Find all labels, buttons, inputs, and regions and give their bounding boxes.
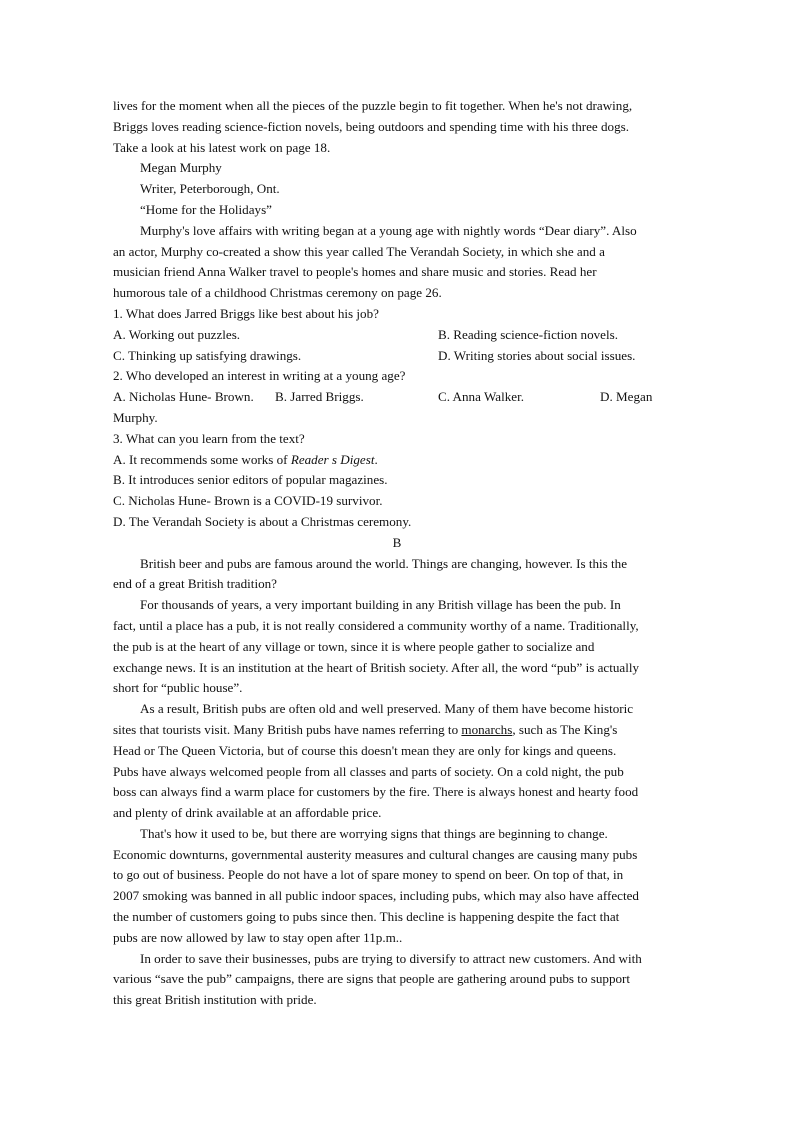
question-3-stem: 3. What can you learn from the text?: [113, 430, 305, 446]
text-line: That's how it used to be, but there are worrying signs that things are beginning to change.: [140, 825, 608, 841]
text-line: humorous tale of a childhood Christmas ceremony on page 26.: [113, 285, 442, 301]
text-line: lives for the moment when all the pieces of the puzzle begin to fit together. When he's not drawing,: [113, 98, 633, 113]
question-1-option-c: C. Thinking up satisfying drawings.: [113, 347, 302, 363]
underlined-word: monarchs: [461, 721, 513, 737]
option-a-end: .: [374, 451, 378, 467]
question-1-option-d: D. Writing stories about social issues.: [438, 347, 636, 363]
text-line: pubs are now allowed by law to stay open after 11p.m..: [113, 929, 403, 945]
document-page: [113, 96, 681, 1011]
bio-name: Megan Murphy: [140, 160, 222, 176]
text-line: Economic downturns, governmental austerity measures and cultural changes are causing many pubs: [113, 846, 638, 862]
question-1-option-b: B. Reading science-fiction novels.: [438, 326, 618, 342]
text-line: various “save the pub” campaigns, there are signs that people are gathering around pubs to support: [113, 971, 631, 987]
text-line: Head or The Queen Victoria, but of course this doesn't mean they are only for kings and queens.: [113, 742, 617, 758]
bio-role: Writer, Peterborough, Ont.: [140, 181, 280, 197]
text-line: Pubs have always welcomed people from all classes and parts of society. On a cold night, the pub: [113, 763, 624, 779]
text-line: For thousands of years, a very important building in any British village has been the pub. In: [140, 597, 621, 613]
question-2-option-d: D. Megan: [600, 389, 653, 405]
text-line: 2007 smoking was banned in all public indoor spaces, including pubs, which may also have affected: [113, 888, 639, 904]
text-line: the number of customers going to pubs since then. This decline is happening despite the fact that: [113, 909, 620, 925]
option-a-text: A. It recommends some works of: [113, 451, 291, 467]
question-3-option-a: [113, 450, 681, 471]
text-line: fact, until a place has a pub, it is not really considered a community worthy of a name. Traditionally,: [113, 617, 639, 633]
question-2-option-d-continued: Murphy.: [113, 409, 158, 425]
text-segment: sites that tourists visit. Many British pubs have names referring to: [113, 721, 462, 737]
question-3-option-b: B. It introduces senior editors of popular magazines.: [113, 472, 388, 488]
text-line: to go out of business. People do not have a lot of spare money to spend on beer. On top of that, in: [113, 867, 624, 883]
text-line: short for “public house”.: [113, 680, 243, 696]
text-line: Briggs loves reading science-fiction novels, being outdoors and spending time with his three dogs.: [113, 118, 630, 134]
text-segment: , such as The King's: [512, 721, 618, 737]
text-line: an actor, Murphy co-created a show this year called The Verandah Society, in which she and a: [113, 243, 605, 259]
question-2-options-row: [113, 387, 681, 408]
text-line: [113, 720, 681, 741]
text-line: Take a look at his latest work on page 18.: [113, 139, 331, 155]
question-1-options-row-1: [113, 325, 681, 346]
text-line: In order to save their businesses, pubs are trying to diversify to attract new customers. And with: [140, 950, 642, 966]
text-line: exchange news. It is an institution at the heart of British society. After all, the word “pub” is actually: [113, 659, 640, 675]
section-heading: B: [392, 534, 402, 550]
question-2-stem: 2. Who developed an interest in writing at a young age?: [113, 368, 406, 384]
text-line: Murphy's love affairs with writing began at a young age with nightly words “Dear diary”. Also: [140, 222, 637, 238]
text-line: As a result, British pubs are often old and well preserved. Many of them have become historic: [140, 701, 634, 717]
text-line: and plenty of drink available at an affordable price.: [113, 805, 382, 821]
question-1-stem: 1. What does Jarred Briggs like best about his job?: [113, 305, 379, 321]
text-line: this great British institution with pride.: [113, 992, 317, 1008]
text-line: end of a great British tradition?: [113, 576, 277, 592]
magazine-title: Reader s Digest: [290, 451, 375, 467]
question-3-option-c: C. Nicholas Hune- Brown is a COVID-19 survivor.: [113, 493, 383, 509]
text-line: boss can always find a warm place for customers by the fire. There is always honest and hearty food: [113, 784, 639, 800]
question-1-options-row-2: [113, 346, 681, 367]
question-2-option-a: A. Nicholas Hune- Brown.: [113, 389, 254, 405]
text-line: musician friend Anna Walker travel to people's homes and share music and stories. Read her: [113, 264, 597, 280]
question-2-option-c: C. Anna Walker.: [438, 389, 524, 405]
question-1-option-a: A. Working out puzzles.: [113, 326, 241, 342]
question-2-option-b: B. Jarred Briggs.: [275, 389, 364, 405]
bio-title: “Home for the Holidays”: [140, 201, 272, 217]
question-3-option-d: D. The Verandah Society is about a Christmas ceremony.: [113, 513, 412, 529]
text-line: British beer and pubs are famous around the world. Things are changing, however. Is this the: [140, 555, 628, 571]
text-line: the pub is at the heart of any village or town, since it is where people gather to socialize and: [113, 638, 595, 654]
